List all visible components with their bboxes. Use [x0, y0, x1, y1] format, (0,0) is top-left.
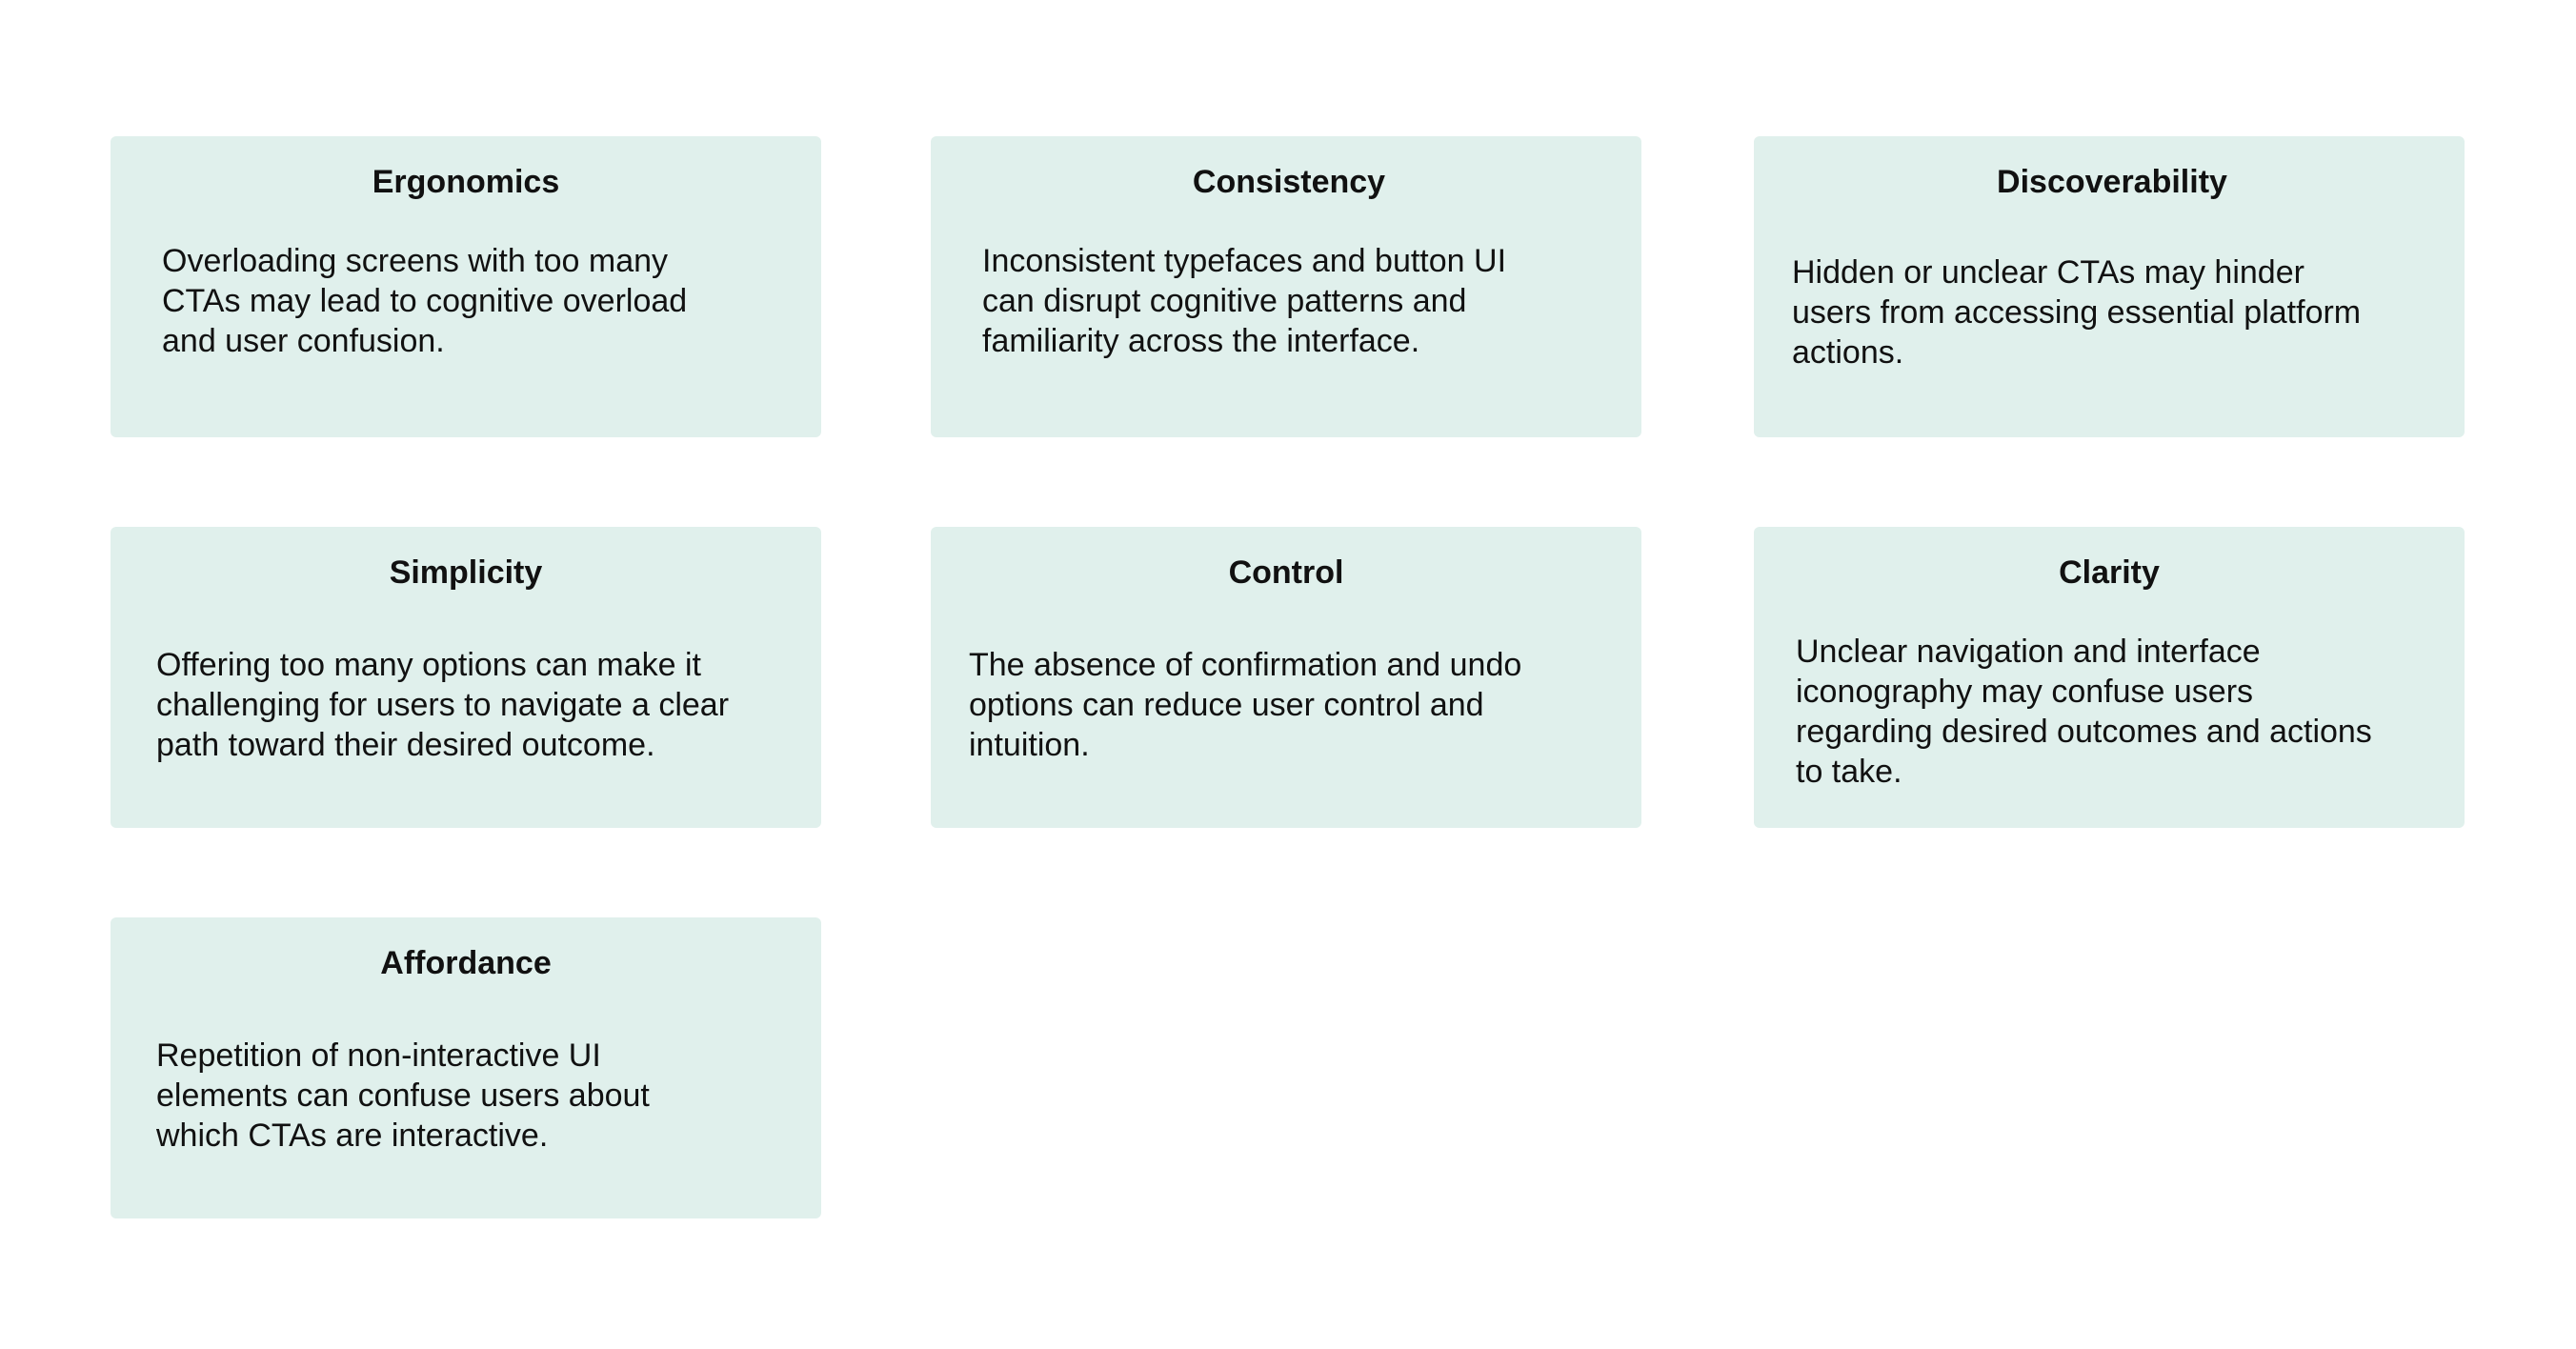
card-control — [931, 527, 1641, 828]
card-title: Consistency — [1192, 164, 1386, 200]
card-discoverability — [1754, 136, 2465, 437]
card-body: Overloading screens with too many CTAs may lead to cognitive overload and user confusion. — [162, 243, 688, 359]
card-clarity — [1754, 527, 2465, 828]
card-title: Discoverability — [1997, 164, 2227, 200]
card-title: Simplicity — [389, 554, 543, 591]
card-body: Offering too many options can make it challenging for users to navigate a clear path toward their desired outcome. — [156, 647, 730, 763]
card-title: Clarity — [2059, 554, 2160, 591]
card-body: The absence of confirmation and undo options can reduce user control and intuition. — [969, 647, 1522, 763]
card-body: Hidden or unclear CTAs may hinder users from accessing essential platform actions. — [1792, 254, 2362, 371]
card-consistency — [931, 136, 1641, 437]
card-title: Ergonomics — [372, 164, 560, 200]
card-body: Unclear navigation and interface iconography may confuse users regarding desired outcomes and actions to take. — [1796, 634, 2372, 790]
card-body: Inconsistent typefaces and button UI can disrupt cognitive patterns and familiarity across the interface. — [982, 243, 1507, 359]
card-body: Repetition of non-interactive UI elements can confuse users about which CTAs are interactive. — [156, 1037, 650, 1154]
card-simplicity — [111, 527, 821, 828]
card-affordance — [111, 917, 821, 1218]
card-ergonomics — [111, 136, 821, 437]
card-title: Affordance — [380, 945, 552, 981]
card-title: Control — [1228, 554, 1344, 591]
